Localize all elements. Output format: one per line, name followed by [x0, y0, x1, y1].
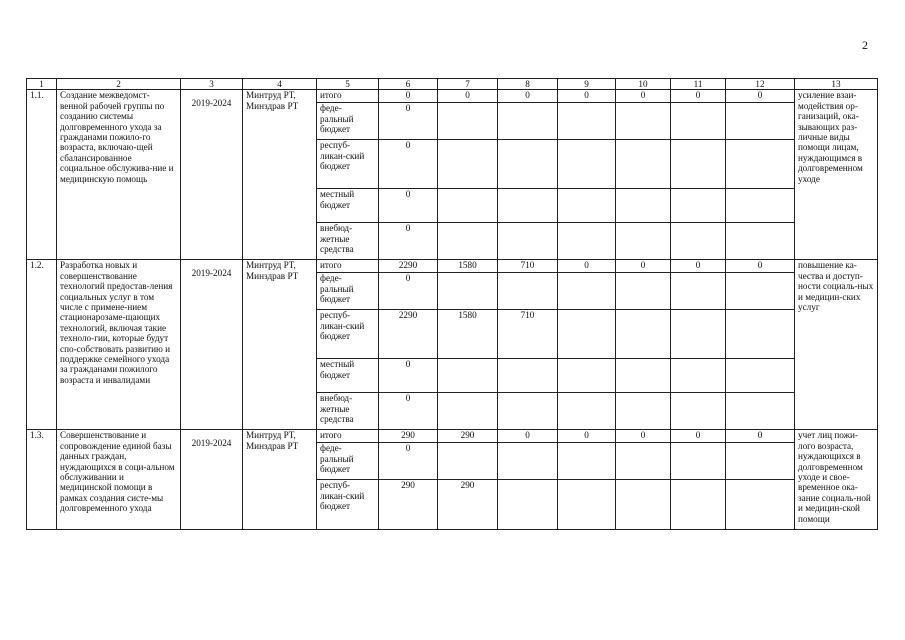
- table-row: [27, 430, 878, 443]
- header-cell: 9: [558, 79, 616, 90]
- value-cell: [726, 189, 795, 223]
- value-cell: 710: [498, 260, 558, 273]
- value-cell: 0: [379, 140, 438, 189]
- value-cell: 290: [438, 430, 498, 443]
- value-cell: [616, 310, 671, 359]
- value-cell: 0: [379, 90, 438, 103]
- value-cell: [498, 359, 558, 393]
- header-cell: 13: [795, 79, 878, 90]
- value-cell: 0: [379, 359, 438, 393]
- executor: Минтруд РТ, Минздрав РТ: [243, 430, 317, 530]
- value-cell: [616, 103, 671, 140]
- value-cell: 0: [379, 273, 438, 310]
- value-cell: 0: [498, 90, 558, 103]
- value-cell: 1580: [438, 260, 498, 273]
- value-cell: [616, 140, 671, 189]
- value-cell: [558, 359, 616, 393]
- header-cell: 1: [27, 79, 57, 90]
- value-cell: [726, 140, 795, 189]
- value-cell: [671, 140, 726, 189]
- header-cell: 5: [317, 79, 379, 90]
- value-cell: 0: [671, 430, 726, 443]
- header-cell: 3: [181, 79, 243, 90]
- value-cell: [616, 273, 671, 310]
- value-cell: [438, 393, 498, 430]
- value-cell: 0: [726, 430, 795, 443]
- header-cell: 11: [671, 79, 726, 90]
- table-row: [27, 90, 878, 103]
- value-cell: [726, 103, 795, 140]
- header-cell: 12: [726, 79, 795, 90]
- header-cell: 8: [498, 79, 558, 90]
- executor: Минтруд РТ, Минздрав РТ: [243, 90, 317, 260]
- funding-source: внебюд-жетные средства: [317, 393, 379, 430]
- funding-source: местный бюджет: [317, 189, 379, 223]
- expected-result: учет лиц пожи-лого возраста, нуждающихся в долговременном уходе и свое-временное ока-зание социаль-ной и медицин-ской помощи: [795, 430, 878, 530]
- value-cell: [726, 273, 795, 310]
- value-cell: [438, 359, 498, 393]
- funding-source: феде-ральный бюджет: [317, 273, 379, 310]
- header-cell: 2: [57, 79, 181, 90]
- value-cell: 0: [671, 260, 726, 273]
- funding-source: феде-ральный бюджет: [317, 443, 379, 480]
- value-cell: [558, 223, 616, 260]
- table-row: [27, 260, 878, 273]
- value-cell: [558, 140, 616, 189]
- value-cell: [498, 480, 558, 530]
- value-cell: 0: [558, 430, 616, 443]
- value-cell: [671, 480, 726, 530]
- value-cell: [438, 223, 498, 260]
- expected-result: повышение ка-чества и доступ-ности социаль-ных и медицин-ских услуг: [795, 260, 878, 430]
- funding-source: внебюд-жетные средства: [317, 223, 379, 260]
- funding-source: итого: [317, 260, 379, 273]
- value-cell: [671, 393, 726, 430]
- value-cell: 290: [379, 430, 438, 443]
- value-cell: 0: [616, 260, 671, 273]
- header-row: [27, 79, 878, 90]
- value-cell: 0: [616, 90, 671, 103]
- funding-source: итого: [317, 430, 379, 443]
- value-cell: [726, 310, 795, 359]
- value-cell: [616, 393, 671, 430]
- page-number: 2: [862, 38, 868, 52]
- value-cell: [558, 103, 616, 140]
- value-cell: 0: [558, 260, 616, 273]
- value-cell: 0: [379, 103, 438, 140]
- value-cell: [438, 273, 498, 310]
- value-cell: [726, 443, 795, 480]
- value-cell: [726, 393, 795, 430]
- value-cell: 2290: [379, 310, 438, 359]
- value-cell: [438, 103, 498, 140]
- row-number: 1.3.: [27, 430, 57, 530]
- value-cell: 290: [438, 480, 498, 530]
- value-cell: 0: [379, 223, 438, 260]
- funding-source: респуб-ликан-ский бюджет: [317, 480, 379, 530]
- period: 2019-2024: [181, 90, 243, 260]
- value-cell: [498, 189, 558, 223]
- value-cell: [726, 480, 795, 530]
- row-number: 1.2.: [27, 260, 57, 430]
- value-cell: [726, 223, 795, 260]
- funding-source: респуб-ликан-ский бюджет: [317, 310, 379, 359]
- value-cell: 0: [379, 443, 438, 480]
- value-cell: 0: [498, 430, 558, 443]
- executor: Минтруд РТ, Минздрав РТ: [243, 260, 317, 430]
- value-cell: [558, 310, 616, 359]
- value-cell: 1580: [438, 310, 498, 359]
- value-cell: 0: [726, 90, 795, 103]
- value-cell: [558, 393, 616, 430]
- value-cell: [498, 103, 558, 140]
- value-cell: [438, 140, 498, 189]
- value-cell: [558, 443, 616, 480]
- header-cell: 7: [438, 79, 498, 90]
- value-cell: [671, 103, 726, 140]
- measure-title: Создание межведомст-венной рабочей группы по созданию системы долговременного ухода за гражданами пожило-го возраста, включаю-щей сбалансированное социальное обслужива-ние и медицинскую помощь: [57, 90, 181, 260]
- value-cell: [498, 393, 558, 430]
- value-cell: [498, 443, 558, 480]
- value-cell: 710: [498, 310, 558, 359]
- measure-title: Совершенствование и сопровождение единой базы данных граждан, нуждающихся в соци-альном обслуживании и медицинской помощи в рамках создания систе-мы долговременного ухода: [57, 430, 181, 530]
- period: 2019-2024: [181, 430, 243, 530]
- value-cell: [671, 273, 726, 310]
- value-cell: [616, 189, 671, 223]
- value-cell: 0: [671, 90, 726, 103]
- value-cell: [671, 359, 726, 393]
- value-cell: [558, 480, 616, 530]
- value-cell: [616, 359, 671, 393]
- funding-source: итого: [317, 90, 379, 103]
- value-cell: [498, 140, 558, 189]
- value-cell: [671, 310, 726, 359]
- value-cell: [558, 189, 616, 223]
- program-table: [26, 78, 878, 530]
- value-cell: [438, 443, 498, 480]
- value-cell: 0: [726, 260, 795, 273]
- value-cell: 0: [616, 430, 671, 443]
- value-cell: [671, 223, 726, 260]
- funding-source: респуб-ликан-ский бюджет: [317, 140, 379, 189]
- value-cell: [616, 443, 671, 480]
- value-cell: [558, 273, 616, 310]
- value-cell: [671, 189, 726, 223]
- value-cell: 0: [379, 189, 438, 223]
- header-cell: 10: [616, 79, 671, 90]
- header-cell: 4: [243, 79, 317, 90]
- value-cell: [671, 443, 726, 480]
- value-cell: 0: [438, 90, 498, 103]
- value-cell: 290: [379, 480, 438, 530]
- funding-source: местный бюджет: [317, 359, 379, 393]
- measure-title: Разработка новых и совершенствование технологий предостав-ления социальных услуг в том числе с примене-нием стационарозаме-щающих технологий, включая такие техноло-гии, которые будут спо-собствовать развитию и поддержке семейного ухода за гражданами пожилого возраста и инвалидами: [57, 260, 181, 430]
- expected-result: усиление взаи-модействия ор-ганизаций, ока-зывающих раз-личные виды помощи лицам, нуждающимся в долговременном уходе: [795, 90, 878, 260]
- value-cell: [498, 223, 558, 260]
- value-cell: [616, 223, 671, 260]
- value-cell: [726, 359, 795, 393]
- value-cell: 0: [558, 90, 616, 103]
- value-cell: 2290: [379, 260, 438, 273]
- header-cell: 6: [379, 79, 438, 90]
- funding-source: феде-ральный бюджет: [317, 103, 379, 140]
- period: 2019-2024: [181, 260, 243, 430]
- value-cell: 0: [379, 393, 438, 430]
- value-cell: [616, 480, 671, 530]
- row-number: 1.1.: [27, 90, 57, 260]
- value-cell: [498, 273, 558, 310]
- value-cell: [438, 189, 498, 223]
